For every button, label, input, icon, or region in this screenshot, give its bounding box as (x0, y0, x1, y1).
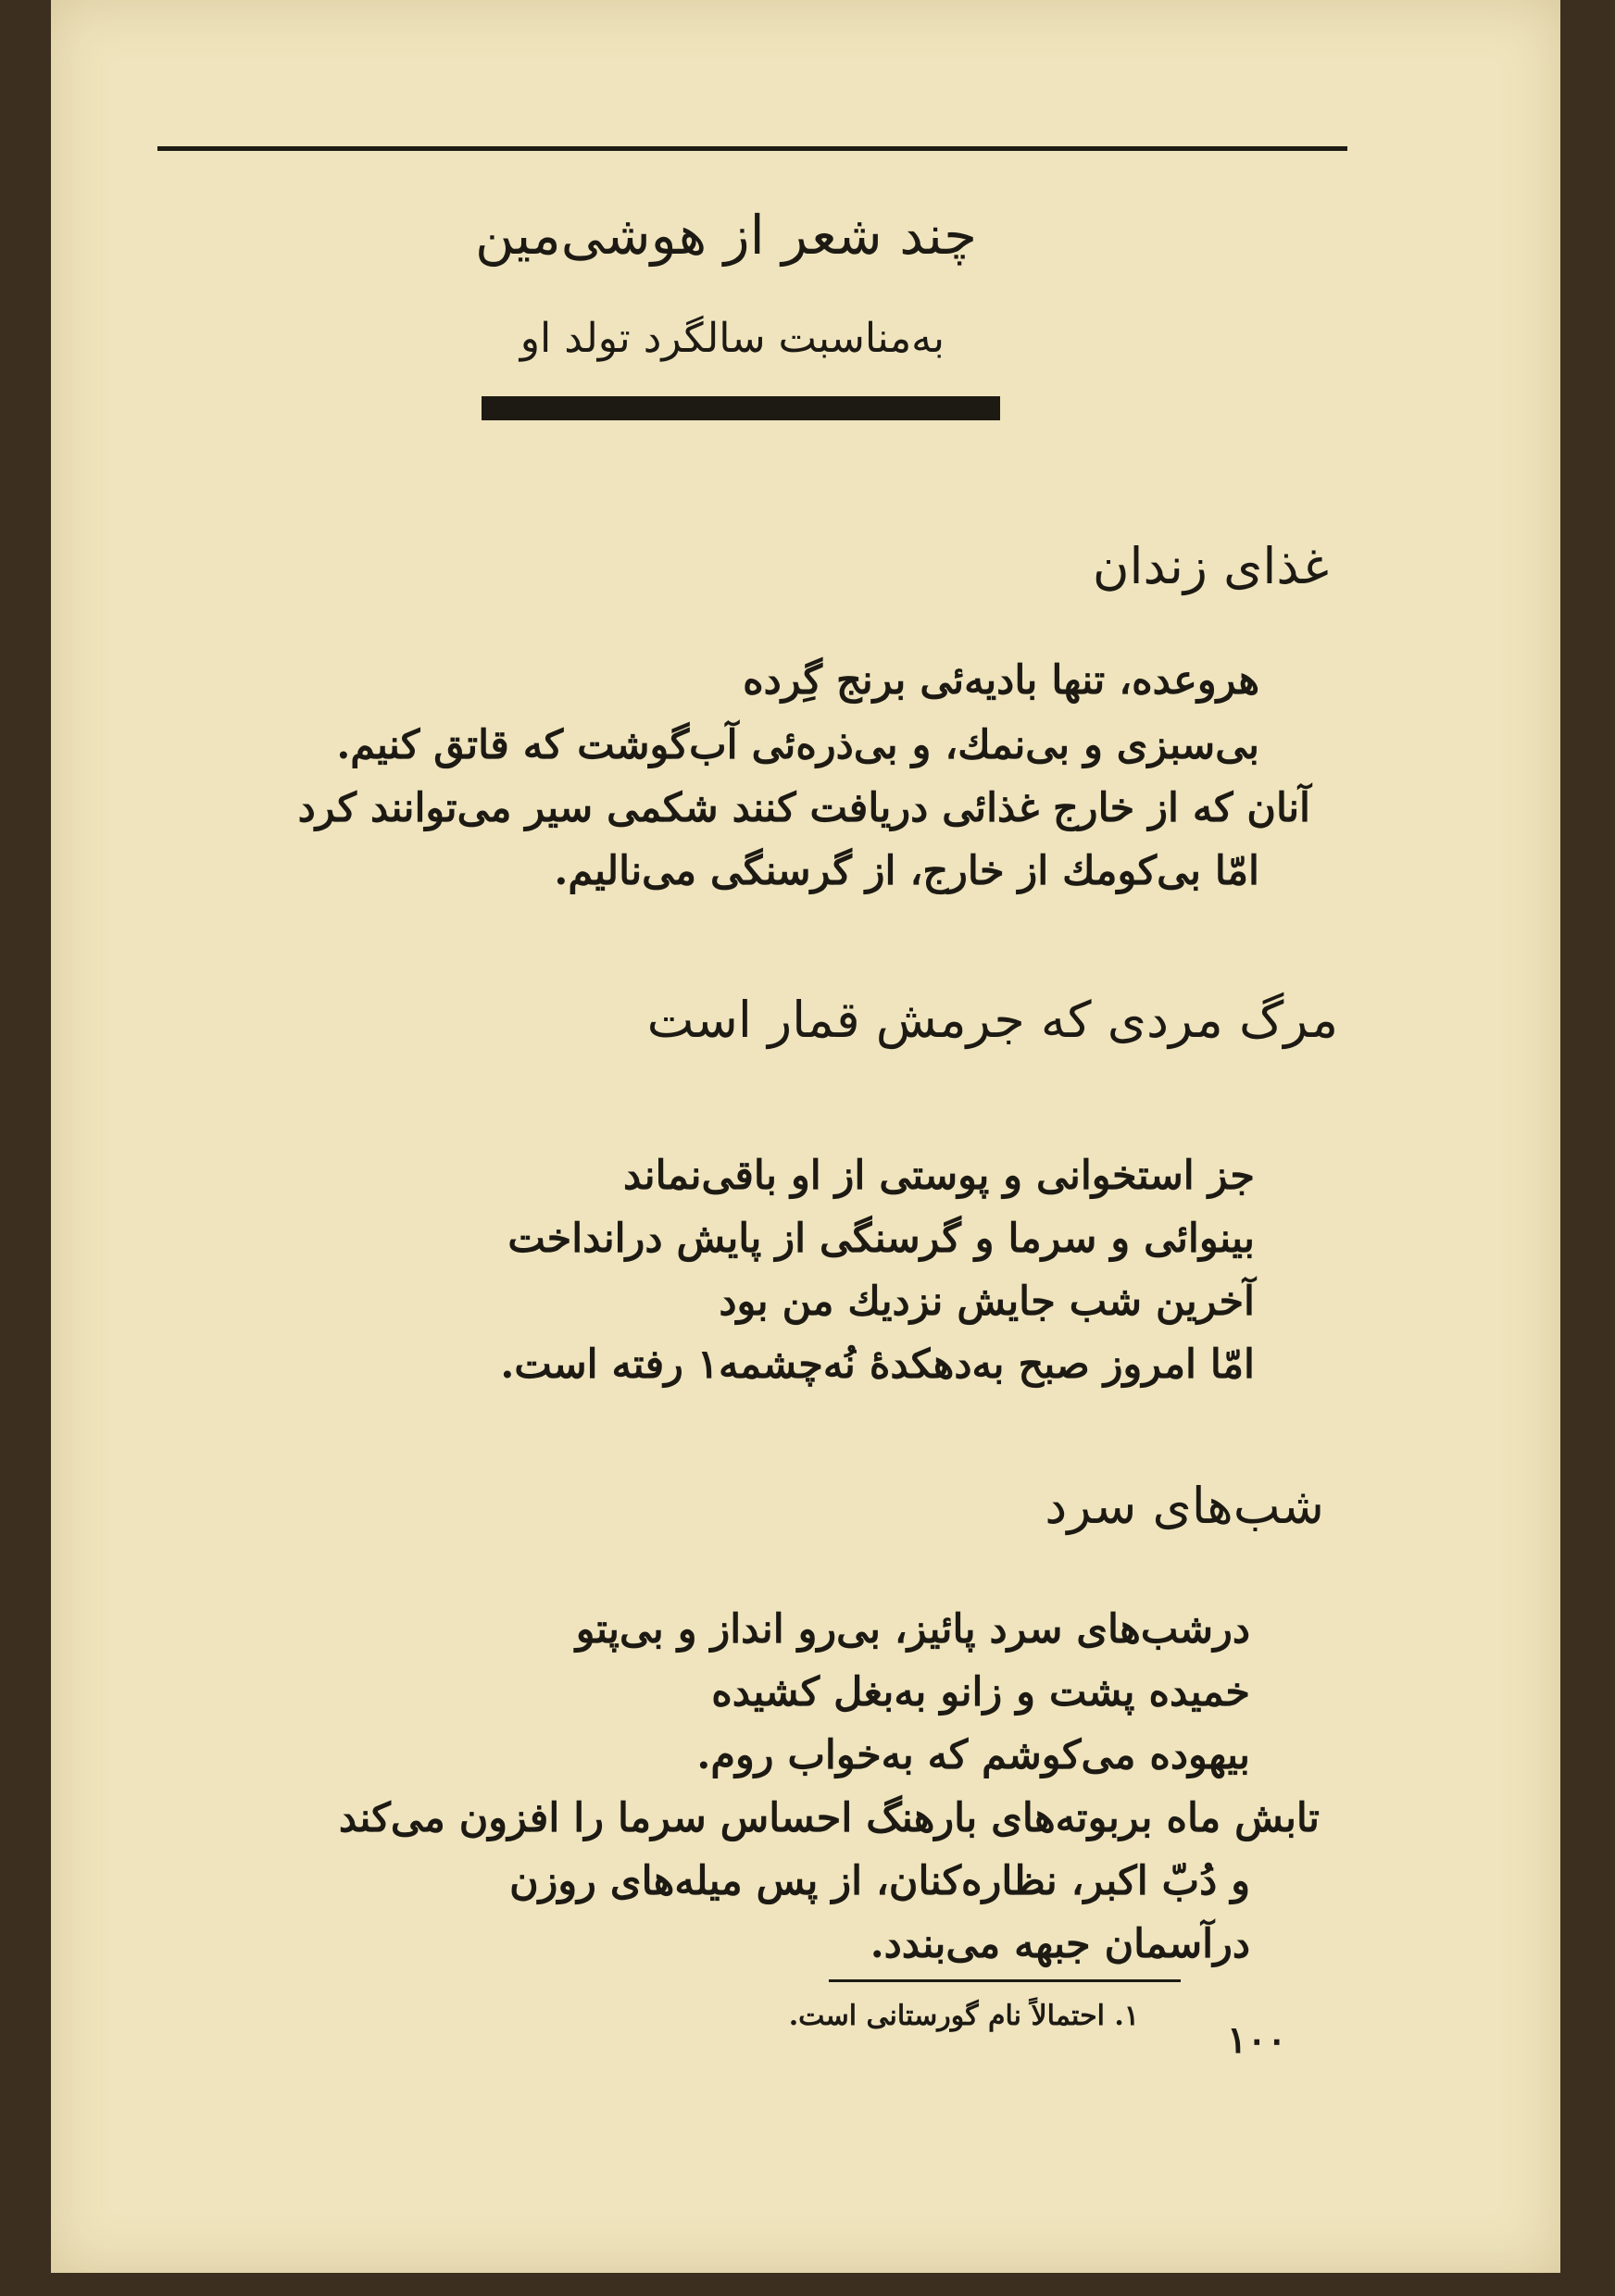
title-bar (482, 396, 1000, 420)
footnote: ۱. احتمالاً نام گورستانی است. (788, 2000, 1139, 2032)
poem-line: امّا امروز صبح به‌دهكدهٔ نُه‌چشمه۱ رفته است. (500, 1341, 1255, 1388)
page-subtitle: به‌مناسبت سالگرد تولد او (520, 315, 945, 362)
poem-line: هروعده، تنها بادیه‌ئی برنج گِرده (743, 657, 1259, 704)
poem-title: شب‌های سرد (1045, 1477, 1324, 1535)
page-title: چند شعر از هوشی‌مین (474, 204, 977, 267)
poem-line: امّا بی‌كومك از خارج، از گرسنگی می‌نالیم. (554, 848, 1259, 894)
poem-line: درشب‌های سرد پائیز، بی‌رو انداز و بی‌پتو (575, 1606, 1250, 1653)
poem-line: آخرین شب جایش نزدیك من بود (719, 1279, 1255, 1325)
top-rule (157, 146, 1347, 151)
poem-line: و دُبّ اكبر، نظاره‌كنان، از پس میله‌های روزن (509, 1858, 1250, 1904)
footnote-rule (829, 1979, 1181, 1982)
poem-line: بیهوده می‌كوشم كه به‌خواب روم. (696, 1732, 1250, 1778)
poem-line: تابش ماه بربوته‌های بارهنگ احساس سرما را افزون می‌كند (338, 1795, 1320, 1841)
book-page (51, 0, 1560, 2273)
poem-line: آنان كه از خارج غذائی دریافت كنند شكمی سیر می‌توانند كرد (297, 785, 1310, 831)
poem-title: مرگ مردی كه جرمش قمار است (646, 991, 1338, 1049)
poem-title: غذای زندان (1092, 537, 1329, 595)
poem-line: بی‌سبزی و بی‌نمك، و بی‌ذره‌ئی آب‌گوشت كه قاتق كنیم. (336, 722, 1259, 768)
poem-line: جز استخوانی و پوستی از او باقی‌نماند (623, 1153, 1255, 1199)
poem-line: درآسمان جبهه می‌بندد. (870, 1921, 1250, 1967)
poem-line: بینوائی و سرما و گرسنگی از پایش درانداخت (507, 1216, 1255, 1262)
poem-line: خمیده پشت و زانو به‌بغل كشیده (711, 1669, 1250, 1716)
page-number: ۱۰۰ (1227, 2018, 1287, 2062)
